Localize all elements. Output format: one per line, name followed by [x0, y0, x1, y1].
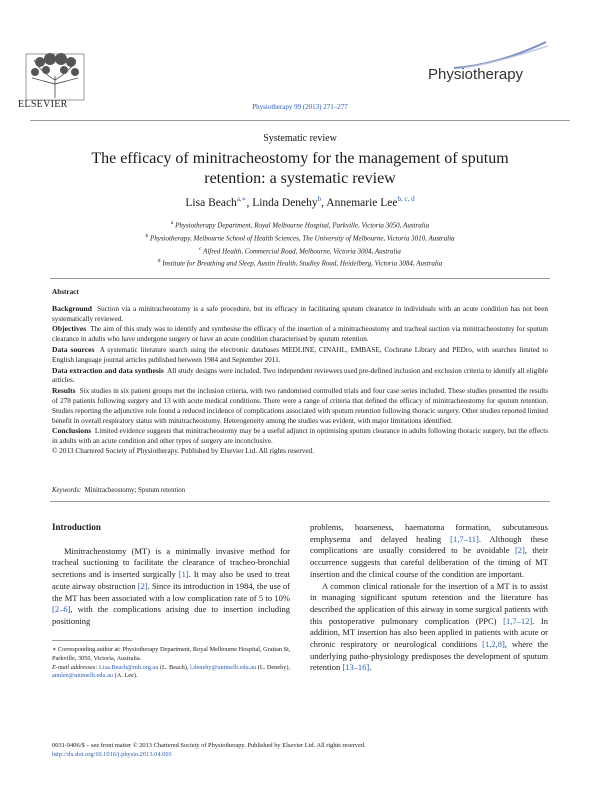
footnote-divider [52, 640, 132, 641]
affiliation: $^b$ Physiotherapy, Melbourne School of Health Sciences, The University of Melbourne, Victoria 3010, Australia [145, 232, 455, 243]
journal-brand: Physiotherapy [428, 66, 524, 83]
citation-link[interactable]: [2] [514, 545, 525, 556]
author-affiliation-marker[interactable]: b [317, 195, 322, 203]
paragraph: A common clinical rationale for the insertion of a MT is to assist in managing significant sputum retention and the literature has described the application of this airway in some surgical patients with this postoperative pulmonary complication (PPC) [1,7–12]. In addition, MT insertion has also been applied in patients with acute or chronic respiratory or neurological conditions [1,2,8], where the underlying patho-physiology predisposes the development of sputum retention [13–16]. [310, 580, 548, 673]
citation-link[interactable]: [13–16] [342, 662, 370, 673]
article-type: Systematic review [263, 133, 337, 144]
abstract-section: Data extraction and data synthesis All study designs were included. Two independent reviewers used pre-defined inclusion and exclusion criteria to identify all eligible articles. [52, 365, 548, 385]
section-title: Introduction [52, 522, 101, 532]
abstract-section: Data sources A systematic literature search using the electronic databases MEDLINE, CINAHL, EMBASE, Cochrane Library and PEDro, with searches limited to English language journal articles published between 1984 and September 2011. [52, 344, 548, 364]
abstract-section: Objectives The aim of this study was to identify and synthesise the efficacy of the insertion of a minitracheostomy and tracheal suction via minitracheostomy for sputum clearance in adults who have undergone surgery or have an acute condition characterised by sputum retention. [52, 324, 549, 344]
keywords [52, 487, 185, 494]
keywords-value: Minitracheostomy; Sputum retention [84, 487, 186, 494]
author-affiliation-marker[interactable]: b, c, d [397, 195, 415, 203]
abstract-heading: Abstract [52, 288, 79, 296]
footnote [52, 646, 292, 681]
abstract [52, 288, 548, 457]
body-left-column [52, 522, 290, 628]
journal-reference[interactable]: Physiotherapy 99 (2013) 271–277 [252, 103, 348, 111]
corresponding-author-note: ∗ Corresponding author at: Physiotherapy Department, Royal Melbourne Hospital, Grattan St, Parkville, 3050, Victoria, Australia. [52, 646, 291, 662]
author-name: Linda Denehy [252, 196, 318, 209]
email-link[interactable]: annlee@unimelb.edu.au [52, 672, 114, 680]
author-list: Lisa Beach$^{a,∗}$, Linda Denehy$^b$, Annemarie Lee$^{b, c, d}$ [185, 195, 415, 209]
citation-link[interactable]: [2–6] [52, 604, 71, 615]
author-affiliation-marker[interactable]: a,∗ [236, 195, 247, 203]
affiliation-list [0, 218, 600, 269]
page-footer [52, 741, 552, 759]
article-title: The efficacy of minitracheostomy for the management of sputum retention: a systematic review [91, 150, 509, 187]
affiliation: $^a$ Physiotherapy Department, Royal Melbourne Hospital, Parkville, Victoria 3050, Australia [170, 220, 430, 230]
email-link[interactable]: l.denehy@unimelb.edu.au [190, 663, 257, 671]
citation-link[interactable]: [1,7–11] [450, 533, 479, 544]
author-name: Lisa Beach [185, 196, 237, 209]
affiliation: $^d$ Institute for Breathing and Sleep, Austin Health, Studley Road, Heidelberg, Victoria 3084, Australia [157, 258, 443, 268]
citation-link[interactable]: [1,2,8] [482, 639, 505, 650]
abstract-top-divider [50, 278, 550, 279]
abstract-bottom-divider [50, 501, 550, 502]
abstract-section: Conclusions Limited evidence suggests that minitracheostomy may be a useful adjunct in optimising sputum clearance in adults following thoracic surgery, but the effects in adults with an acute condition and other types of surgery are inconclusive. [52, 426, 548, 446]
abstract-section: Results Six studies in six patient groups met the inclusion criteria, with two randomised controlled trials and four case series included. These studies presented the results of 278 patients following surgery and 13 with acute medical conditions. There were a range of criteria that defined the efficacy of minitracheostomy for sputum retention. Studies reporting the adjunctive role found a reduced incidence of complications associated with sputum retention following thoracic surgery. Other studies reported limited benefit in overall respiratory status with minitracheostomy. Heterogeneity among the studies was evident, with major limitations identified. [52, 386, 549, 425]
affiliation: $^c$ Alfred Health, Commercial Road, Melbourne, Victoria 3004, Australia [199, 245, 401, 255]
abstract-section: Background Suction via a minitracheostomy is a safe procedure, but its efficacy in facilitating sputum clearance in individuals with an acute condition has not been systematically reviewed. [52, 303, 549, 323]
issn-line: 0031-9406/$ – see front matter © 2013 Chartered Society of Physiotherapy. Published by Elsevier Ltd. All rights reserved. [52, 742, 366, 749]
author-name: Annemarie Lee [326, 196, 398, 209]
body-right-column [310, 522, 548, 674]
header-divider [30, 120, 570, 121]
paragraph: Minitracheostomy (MT) is a minimally invasive method for tracheal suctioning to facilitate the clearance of tracheo-bronchial secretions and is inserted surgically [1]. It may also be used to treat acute airway obstruction [2]. Since its introduction in 1984, the use of the MT has been associated with a low complication rate of 5 to 10% [2–6], with the complications arising due to insertion including positioning [52, 545, 290, 626]
citation-link[interactable]: [1] [178, 569, 189, 580]
email-link[interactable]: Lisa.Beach@mh.org.au [99, 663, 159, 671]
email-addresses: E-mail addresses: Lisa.Beach@mh.org.au (L. Beach), l.denehy@unimelb.edu.au (L. Denehy), annlee@unimelb.edu.au (A. Lee). [52, 663, 291, 680]
paragraph: problems, hoarseness, haematoma formation, subcutaneous emphysema and delayed healing [1,7–11]. Although these complications are usually considered to be avoidable [2], their occurrence suggests that careful deliberation of the timing of MT insertion and the clinical course of the condition are important. [310, 522, 549, 579]
publisher-name: ELSEVIER [18, 99, 68, 110]
doi-link[interactable]: http://dx.doi.org/10.1016/j.physio.2013.04.003 [52, 751, 172, 758]
keywords-label: Keywords: [52, 487, 82, 494]
copyright-line: © 2013 Chartered Society of Physiotherapy. Published by Elsevier Ltd. All rights reserved. [52, 446, 314, 455]
citation-link[interactable]: [1,7–12] [503, 615, 533, 626]
citation-link[interactable]: [2] [137, 580, 148, 591]
